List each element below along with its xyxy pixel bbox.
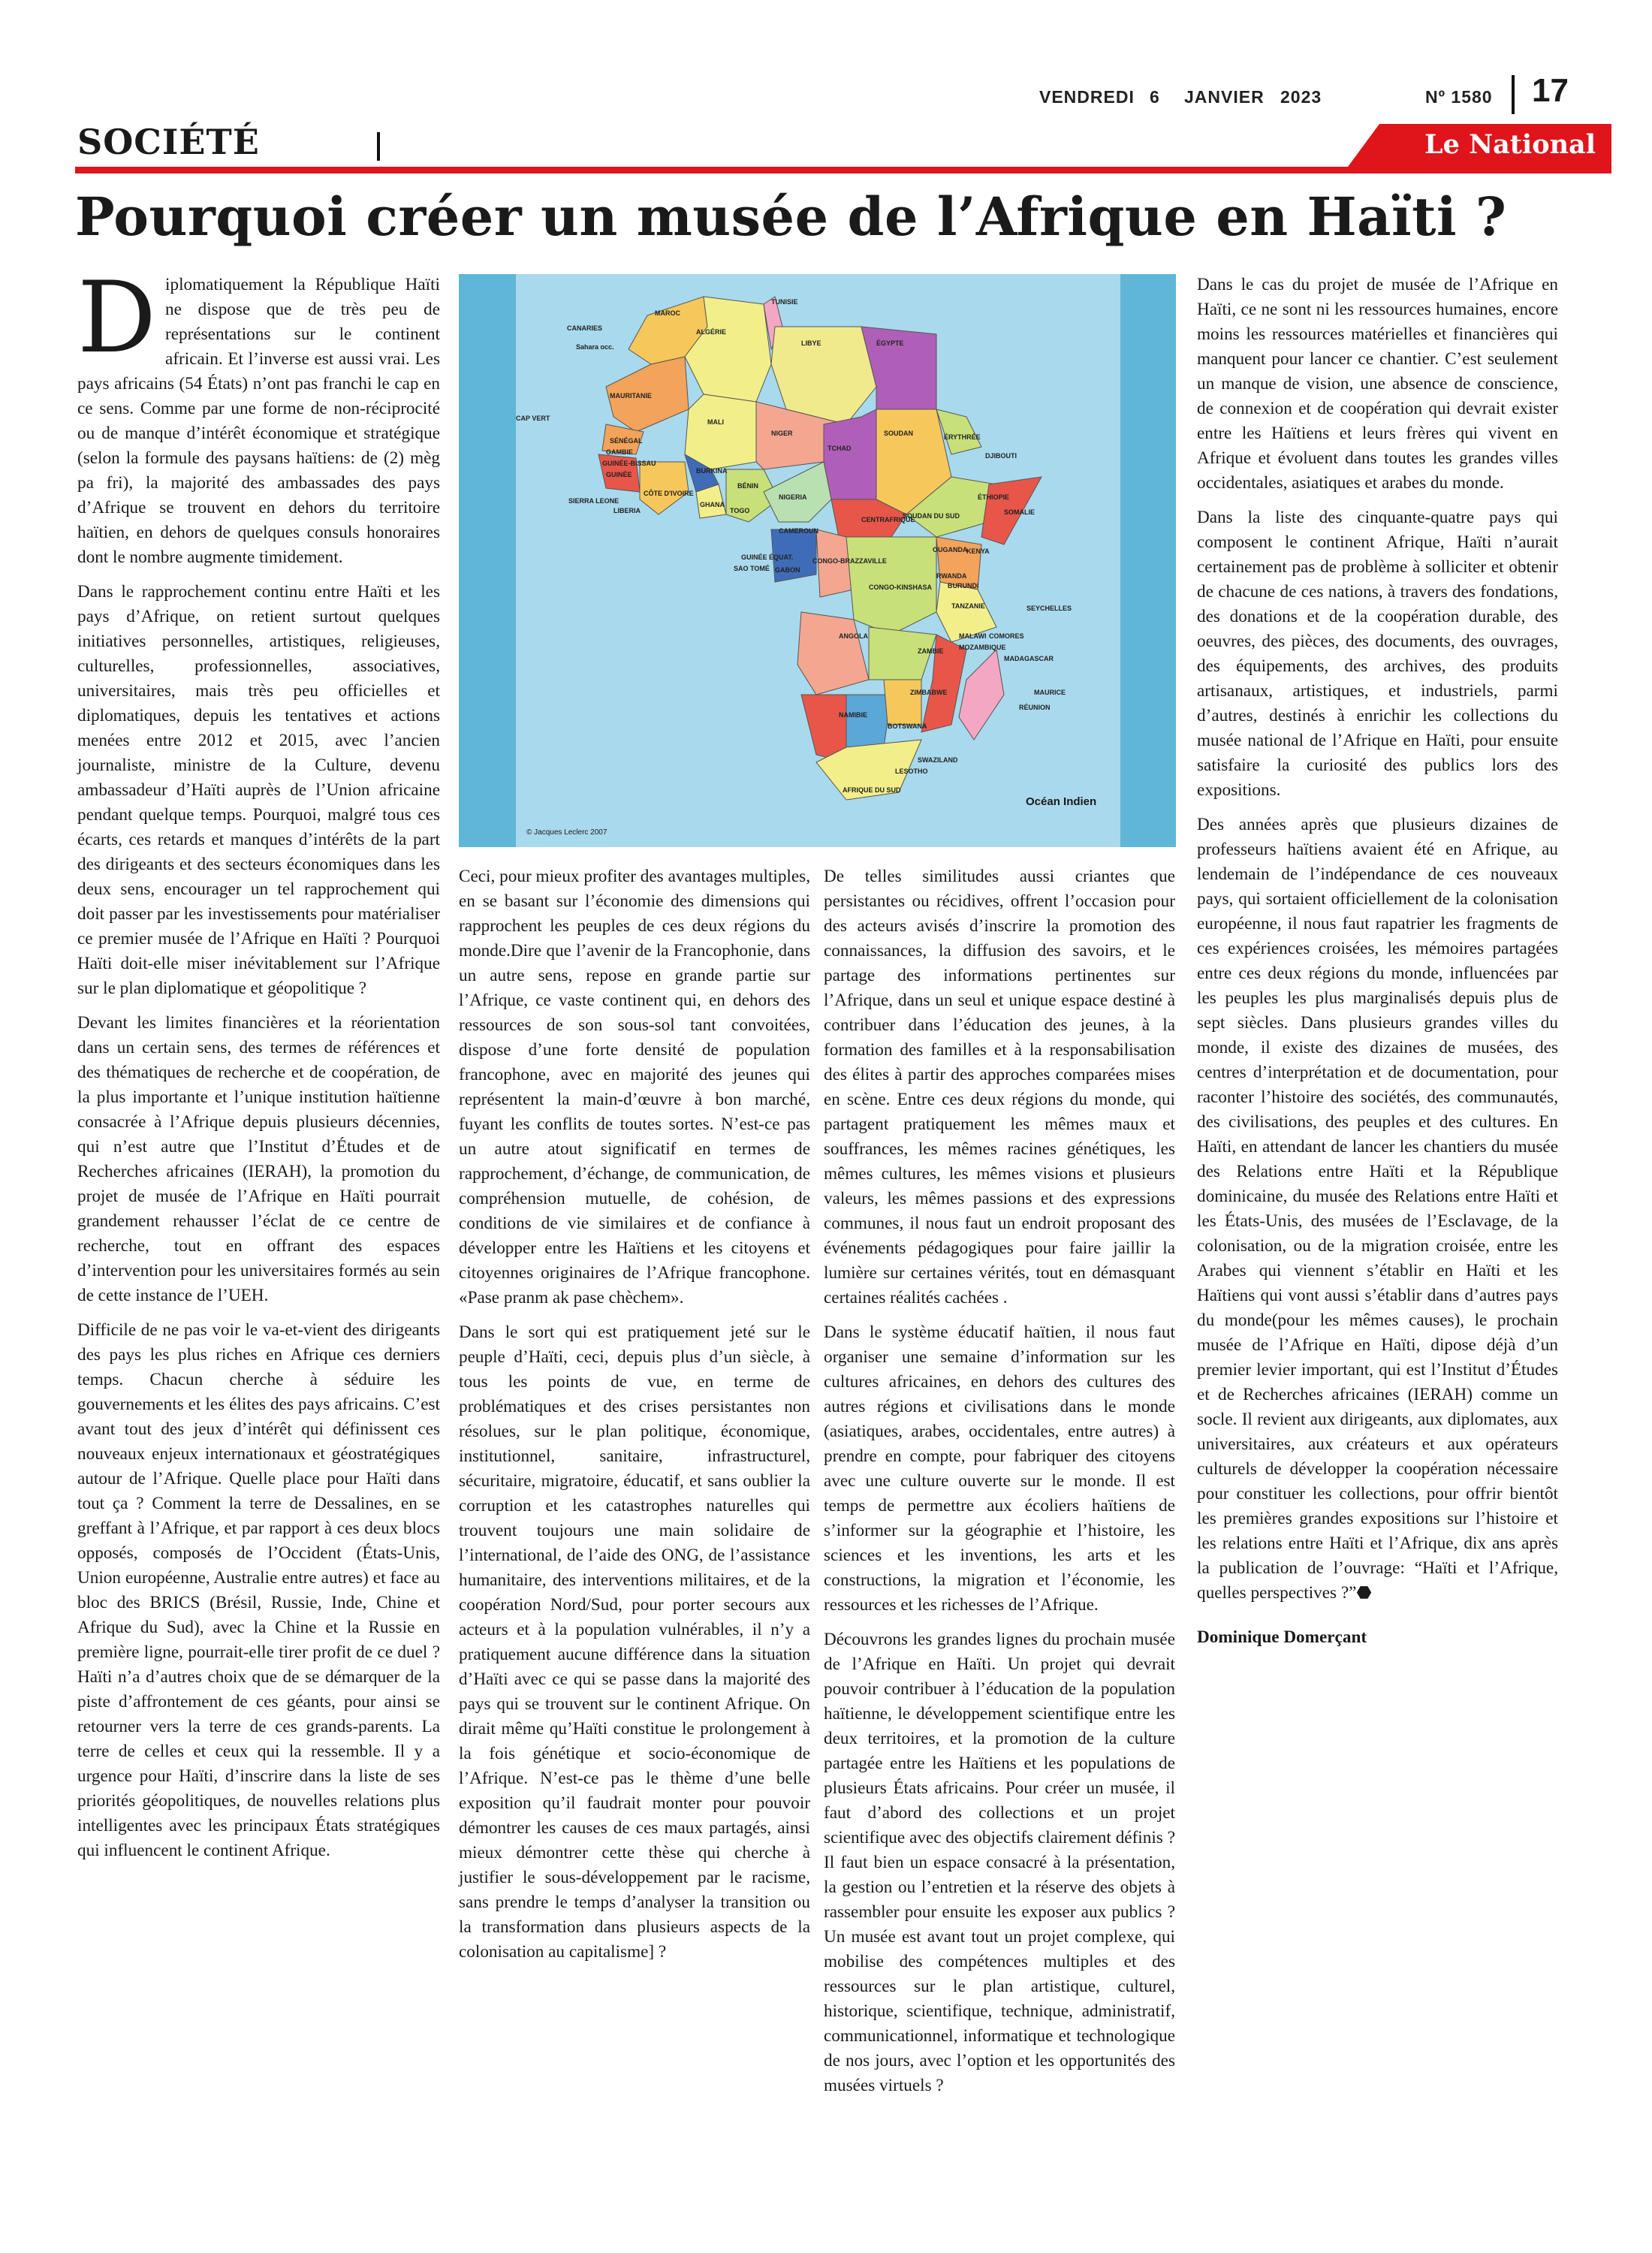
country-label: RWANDA xyxy=(936,572,967,580)
country-shape xyxy=(884,680,921,725)
section-title: SOCIÉTÉ xyxy=(77,122,260,162)
map-sea xyxy=(516,274,1120,847)
country-label: GABON xyxy=(775,566,800,574)
country-label: GUINÉE ÉQUAT. xyxy=(741,553,794,561)
article-column-2 xyxy=(459,864,810,1974)
country-label: MALI xyxy=(707,418,724,426)
paragraph-text: iplomatiquement la République Haïti ne dispose que de très peu de représentations sur le continent africain. Et l’inverse est aussi vrai. Les pays africains (54 États) n’ont pas franchi le cap en ce sens. Comme par une forme de non-réciprocité ou de manque d’intérêt économique et stratégique (selon la formule des paysans haïtiens: de (2) mèg pa fri), la majorité des ambassades des pays d’Afrique se trouvent en dehors du territoire haïtien, en dehors de quelques consuls honoraires dont le nombre augmente timidement. xyxy=(77,275,440,567)
country-shape xyxy=(640,462,689,514)
country-label: CAMEROUN xyxy=(779,527,818,535)
drop-cap: D xyxy=(77,260,157,375)
country-label: ALGÉRIE xyxy=(696,328,727,336)
country-shape xyxy=(824,409,876,499)
country-shape xyxy=(764,462,831,522)
country-label: CENTRAFRIQUE xyxy=(861,516,915,523)
issue-number: Nº 1580 xyxy=(1425,87,1493,107)
country-label: SOUDAN xyxy=(884,430,914,437)
country-label: BURKINA xyxy=(696,467,728,475)
country-label: GUINÉE-BISSAU xyxy=(602,460,656,467)
country-label: COMORES xyxy=(989,632,1024,640)
country-label: BURUNDI xyxy=(948,582,979,590)
country-label: RÉUNION xyxy=(1019,704,1051,711)
country-label: ZAMBIE xyxy=(918,647,944,655)
country-label: BÉNIN xyxy=(737,482,759,490)
article-column-1 xyxy=(77,260,440,1873)
country-label: CAP VERT xyxy=(516,415,550,422)
africa-map xyxy=(459,274,1176,847)
country-label: SÉNÉGAL xyxy=(610,437,643,445)
country-label: GAMBIE xyxy=(606,448,633,456)
paragraph: Devant les limites financières et la réorientation dans un certain sens, des termes de références et des thématiques de recherche et de coopération, de la plus importante et l’unique institution haïtienne consacrée à l’Afrique depuis plusieurs décennies, qui n’est autre que l’Institut d’Études et de Recherches africaines (IERAH), la promotion du projet de musée de l’Afrique en Haïti pourrait grandement rehausser l’éclat de ce centre de recherche, tout en offrant des espaces d’intervention pour les universitaires formés au sein de cette instance de l’UEH. xyxy=(77,1013,440,1305)
africa-map-graphic xyxy=(516,274,1120,847)
country-label: CÔTE D'IVOIRE xyxy=(644,490,694,497)
country-label: TANZANIE xyxy=(951,602,985,610)
country-label: SOUDAN DU SUD xyxy=(903,512,960,520)
author-signature: Dominique Domerçant xyxy=(1197,1627,1367,1647)
section-divider xyxy=(377,132,380,161)
country-label: SEYCHELLES xyxy=(1026,605,1072,612)
country-shape xyxy=(685,394,756,469)
country-label: NIGERIA xyxy=(779,493,807,501)
ocean-label: Océan Indien xyxy=(1026,795,1097,808)
country-label: MOZAMBIQUE xyxy=(959,644,1006,651)
country-label: ZIMBABWE xyxy=(910,689,948,696)
country-label: GUINÉE xyxy=(606,471,632,478)
country-label: SWAZILAND xyxy=(918,756,958,764)
page-number: 17 xyxy=(1532,72,1569,109)
country-label: MADAGASCAR xyxy=(1004,655,1054,662)
brand-name: Le National xyxy=(1424,129,1596,160)
article-column-4 xyxy=(1197,273,1558,1660)
article-column-3 xyxy=(824,864,1175,2108)
paragraph: Dans le système éducatif haïtien, il nous faut organiser une semaine d’information sur les cultures africaines, en dehors des cultures des autres régions et civilisations dans le monde (asiatiques, arabes, occidentales, entre autres) à prendre en compte, pour fabriquer des citoyens avec une culture ouverte sur le monde. Il est temps de permettre aux écoliers haïtiens de s’informer sur la géographie et l’histoire, les sciences et les inventions, les arts et les constructions, la migration et l’économie, les ressources et les richesses de l’Afrique. xyxy=(824,1323,1175,1615)
paragraph: Dans la liste des cinquante-quatre pays qui composent le continent Afrique, Haïti n’aurait certainement pas de problème à solliciter et obtenir de chacune de ces nations, à travers des fondations, des donations et de la coopération durable, des oeuvres, des pièces, des documents, des ouvrages, des équipements, des archives, des produits artisanaux, artistiques, et industriels, parmi d’autres, destinés à enrichir les collections du musée national de l’Afrique en Haïti, pour ensuite satisfaire la curiosité des publics lors des expositions. xyxy=(1197,508,1558,800)
country-label: ANGOLA xyxy=(839,632,868,640)
country-label: ÉRYTHRÉE xyxy=(944,433,981,441)
paragraph: Des années après que plusieurs dizaines de professeurs haïtiens avaient été en Afrique, au lendemain de l’indépendance de ces nouveaux pays, qui sortaient officiellement de la colonisation européenne, il nous faut rapatrier les fragments de ces expériences croisées, les mémoires partagées entre ces deux régions du monde, influencées par les peuples les plus marginalisés depuis plus de sept siècles. Dans plusieurs grandes villes du monde, il existe des dizaines de musées, des centres d’interprétation et de documentation, pour raconter l’histoire des sociétés, des communautés, des civilisations, des peuples et des cultures. En Haïti, en attendant de lancer les chantiers du musée des Relations entre Haïti et la République dominicaine, du musée des Relations entre Haïti et les États-Unis, des musées de l’Esclavage, de la colonisation, ou de la migration croisée, entre les Arabes qui viennent s’établir en Haïti et les Haïtiens qui vont aussi s’établir dans d’autres pays du monde(pour les mêmes causes), le prochain musée de l’Afrique en Haïti, dipose déjà d’un premier levier important, qui est l’Institut d’Études et de Recherches africaines (IERAH) comme un socle. Il revient aux dirigeants, aux diplomates, aux universitaires, aux créateurs et aux opérateurs culturels de développer la coopération nécessaire pour constituer les collections, pour offrir bientôt les premières grandes expositions sur l’histoire et les relations entre Haïti et l’Afrique, dix ans après la publication de l’ouvrage: “Haïti et l’Afrique, quelles perspectives ?”⬣ xyxy=(1197,815,1558,1603)
country-label: MAURITANIE xyxy=(610,392,652,400)
headline: Pourquoi créer un musée de l’Afrique en Haïti ? xyxy=(75,185,1507,248)
country-label: MAURICE xyxy=(1034,689,1066,696)
date-number: 6 xyxy=(1150,87,1160,107)
country-label: TUNISIE xyxy=(771,298,798,306)
country-label: TOGO xyxy=(730,507,750,514)
country-label: MAROC xyxy=(655,309,680,317)
header-rule xyxy=(75,167,1611,173)
country-label: OUGANDA xyxy=(933,546,968,553)
country-label: BOTSWANA xyxy=(888,722,927,730)
country-label: CONGO-BRAZZAVILLE xyxy=(812,557,887,565)
paragraph: Dans le rapprochement continu entre Haïti et les pays d’Afrique, on retient surtout quelques initiatives personnelles, artistiques, religieuses, culturelles, professionnelles, associatives, universitaires, mais très peu officielles et diplomatiques, depuis les tentatives et actions menées entre 2012 et 2015, avec l’ancien journaliste, ministre de la Culture, devenu ambassadeur d’Haïti auprès de l’Union africaine pendant quelque temps. Pourquoi, malgré tous ces écarts, ces retards et manques d’intérêts de la part des dirigeants et des secteurs économiques dans les deux sens, encourager un tel rapprochement qui doit passer par les investissements pour matérialiser ce premier musée de l’Afrique en Haïti ? Pourquoi Haïti doit-elle miser inévitablement sur l’Afrique sur le plan diplomatique et géopolitique ? xyxy=(77,582,440,998)
paragraph: De telles similitudes aussi criantes que persistantes ou récidives, offrent l’occasion pour des acteurs avisés d’inscrire la promotion des connaissances, la diffusion des savoirs, et le partage des informations pertinentes sur l’Afrique, dans un seul et unique espace destiné à contribuer dans l’éducation des jeunes, à la formation des familles et à la responsabilisation des élites à partir des approches comparées mises en scène. Entre ces deux régions du monde, qui partagent pratiquement les mêmes maux et souffrances, les mêmes racines génétiques, les mêmes cultures, les mêmes visions et plusieurs valeurs, les mêmes passions et des expressions communes, il nous faut un endroit proposant des événements pédagogiques pour faire jaillir la lumière sur certaines vérités, tout en démasquant certaines réalités cachées . xyxy=(824,867,1175,1307)
date-day: VENDREDI xyxy=(1039,87,1135,107)
country-label: KENYA xyxy=(966,547,990,555)
country-label: LESOTHO xyxy=(895,768,928,775)
country-label: NAMIBIE xyxy=(839,711,867,719)
paragraph: Dans le sort qui est pratiquement jeté sur le peuple d’Haïti, ceci, depuis plus d’un siècle, à tous les points de vue, en terme de problématiques et des crises persistantes non résolues, sur le plan politique, économique, institutionnel, sanitaire, infrastructurel, sécuritaire, migratoire, éducatif, et sans oublier la corruption et les catastrophes naturelles qui trouvent toujours une main solidaire de l’international, de l’aide des ONG, de l’assistance humanitaire, des interventions militaires, et de la coopération Nord/Sud, pour porter secours aux acteurs et à la population vulnérables, il n’y a pratiquement aucune différence dans la situation d’Haïti avec ce qui se passe dans la majorité des pays qui se trouvent sur le continent Afrique. On dirait même qu’Haïti constitue le prolongement à la fois génétique et socio-économique de l’Afrique. N’est-ce pas le thème d’une belle exposition qu’il faudrait monter pour pouvoir démontrer les causes de ces maux partagés, ainsi mieux démontrer cette thèse qui cherche à justifier le sous-développement par le racisme, sans prendre le temps d’analyser la transition ou la transformation dans plusieurs aspects de la colonisation au capitalisme] ? xyxy=(459,1323,810,1962)
country-label: LIBYE xyxy=(801,339,821,347)
country-shape xyxy=(797,612,869,695)
country-label: CONGO-KINSHASA xyxy=(869,584,933,591)
paragraph: Ceci, pour mieux profiter des avantages multiples, en se basant sur l’économie des dimensions qui rapprochent les peuples de ces deux régions du monde.Dire que l’avenir de la Francophonie, dans un autre sens, repose en grande partie sur l’Afrique, ce vaste continent qui, en dehors des ressources de son sous-sol tant convoitées, dispose d’une forte densité de population francophone, avec en majorité des jeunes qui représentent la main-d’œuvre à bon marché, fuyant les conflits de toutes sortes. N’est-ce pas un autre atout significatif en termes de rapprochement, d’échange, de communication, de compréhension mutuelle, de cohésion, de conditions de vie similaires et de confiance à développer entre les Haïtiens et les citoyens et citoyennes originaires de l’Afrique francophone. «Pase pranm ak pase chèchem». xyxy=(459,867,810,1307)
country-label: ÉGYPTE xyxy=(876,339,904,347)
paragraph xyxy=(77,260,440,570)
country-label: DJIBOUTI xyxy=(985,452,1017,460)
map-credit: © Jacques Leclerc 2007 xyxy=(526,828,607,837)
country-label: NIGER xyxy=(771,430,793,437)
country-shape xyxy=(846,695,891,747)
country-shape xyxy=(959,650,1004,740)
header-divider xyxy=(1512,75,1515,114)
country-label: Sahara occ. xyxy=(576,343,614,351)
country-label: AFRIQUE DU SUD xyxy=(843,786,901,794)
country-label: CANARIES xyxy=(567,324,603,332)
date-year: 2023 xyxy=(1280,87,1322,107)
country-label: SOMALIE xyxy=(1004,508,1036,516)
paragraph: Dans le cas du projet de musée de l’Afrique en Haïti, ce ne sont ni les ressources humaines, encore moins les ressources matérielles et financières qui manquent pour lancer ce chantier. C’est seulement un manque de vision, une absence de conscience, de connexion et de coopération qui devrait exister entre les Haïtiens et leurs frères qui vivent en Afrique et évoluent dans toutes les grandes villes occidentales, asiatiques et arabes du monde. xyxy=(1197,275,1558,493)
country-label: SAO TOMÉ xyxy=(734,565,770,572)
country-label: SIERRA LEONE xyxy=(568,497,620,505)
country-label: LIBERIA xyxy=(613,507,641,514)
paragraph: Découvrons les grandes lignes du prochain musée de l’Afrique en Haïti. Un projet qui devrait pouvoir contribuer à l’éducation de la population haïtienne, le développement scientifique entre les deux territoires, et la promotion de la culture partagée entre les Haïtiens et les populations de plusieurs États africains. Pour créer un musée, il faut d’abord des collections et un projet scientifique avec des objectifs clairement définis ? Il faut bien un espace consacré à la présentation, la gestion ou l’entretien et la réserve des objets à rassembler pour ensuite les exposer aux publics ? Un musée est avant tout un projet complexe, qui mobilise des compétences multiples et des ressources sur le plan artistique, culturel, historique, scientifique, technique, administratif, communicationnel, informatique et technologique de nos jours, avec l’option et les opportunités des musées virtuels ? xyxy=(824,1630,1175,2095)
country-label: TCHAD xyxy=(828,445,852,452)
country-label: ÉTHIOPIE xyxy=(978,493,1010,501)
country-label: MALAWI xyxy=(959,632,987,640)
country-label: GHANA xyxy=(700,501,725,508)
date-month: JANVIER xyxy=(1184,87,1265,107)
paragraph: Difficile de ne pas voir le va-et-vient des dirigeants des pays les plus riches en Afrique ces derniers temps. Chacun cherche à séduire les gouvernements et les élites des pays africains. C’est avant tout des jeux d’intérêt qui définissent ces nouveaux enjeux internationaux et géostratégiques autour de l’Afrique. Quelle place pour Haïti dans tout ça ? Comment la terre de Dessalines, en se greffant à l’Afrique, et par rapport à ces deux blocs opposés, composés de l’Occident (États-Unis, Union européenne, Australie entre autres) et face au bloc des BRICS (Brésil, Russie, Inde, Chine et Afrique du Sud), avec la Chine et la Russie en première ligne, pourrait-elle tirer profit de ce duel ? Haïti n’a d’autres choix que de se démarquer de la piste d’affrontement de ces géants, pour ainsi se retourner vers la terre de ces grands-parents. La terre de celles et ceux qui la ressemble. Il y a urgence pour Haïti, d’inscrire dans la liste de ses priorités géopolitiques, de nouvelles relations plus intelligentes avec les principaux États stratégiques qui influencent le continent Afrique. xyxy=(77,1320,440,1860)
